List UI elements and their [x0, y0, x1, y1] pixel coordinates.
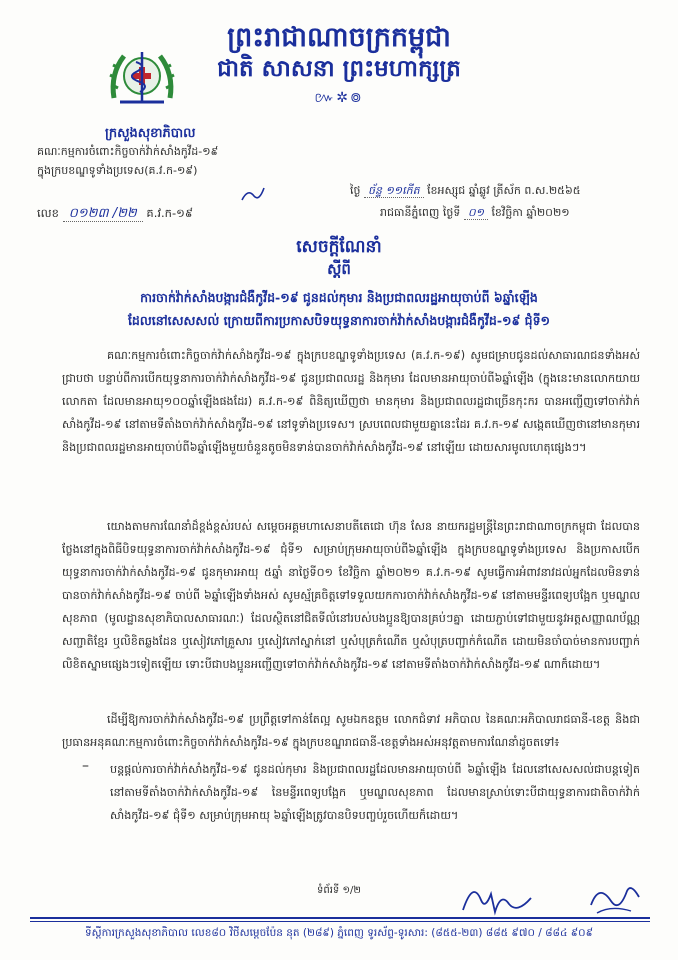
solar-date-prefix: រាជធានីភ្នំពេញ ថ្ងៃទី	[380, 206, 461, 219]
footer-divider-thin	[30, 921, 650, 922]
document-title: សេចក្តីណែនាំ	[296, 237, 382, 257]
lunar-date-rest: ខែអស្សុជ ឆ្នាំឆ្លូវ ត្រីស័ក ព.ស.២៥៦៥	[427, 184, 581, 197]
lunar-date	[350, 184, 581, 200]
ornament-divider: ៚✲៙	[314, 90, 364, 106]
paragraph-1: គណៈកម្មការចំពោះកិច្ចចាក់វ៉ាក់សាំងកូវីដ-១៩ ក្នុងក្របខណ្ឌទូទាំងប្រទេស (គ.វ.ក-១៩) សូមជម្រាបជូនដល់សាធារណជនទាំងអស់ជ្រាបថា បន្ទាប់ពីការបើកយុទ្ធនាការចាក់វ៉ាក់សាំងកូវីដ-១៩ ជូនប្រជាពលរដ្ឋ និងកុមារ ដែលមានអាយុចាប់ពី៦ឆ្នាំឡើង (ក្នុងនេះមានលោកយាយ លោកតា ដែលមានអាយុ១០០ឆ្នាំឡើងផងដែរ) គ.វ.ក-១៩ ពិនិត្យឃើញថា មានកុមារ និងប្រជាពលរដ្ឋជាច្រើនកុះករ បានអញ្ជើញទៅចាក់វ៉ាក់សាំងកូវីដ-១៩ នៅតាមទីតាំងចាក់វ៉ាក់សាំងកូវីដ-១៩ នៅទូទាំងប្រទេស។ ស្របពេលជាមួយគ្នានេះដែរ គ.វ.ក-១៩ សង្កេតឃើញថានៅមានកុមារ និងប្រជាពលរដ្ឋមានអាយុចាប់ពី៦ឆ្នាំឡើងមួយចំនួនតូចមិនទាន់បានចាក់វ៉ាក់សាំងកូវីដ-១៩ នៅឡើយ ដោយសារមូលហេតុផ្សេងៗ។	[62, 349, 640, 454]
ministry-name: ក្រសួងសុខាភិបាល	[105, 126, 196, 141]
bullet-dash-icon: –	[82, 758, 89, 774]
solar-date-rest: ខែវិច្ឆិកា ឆ្នាំ២០២១	[491, 206, 570, 219]
reference-number	[37, 205, 193, 224]
initials-signature-icon	[585, 875, 645, 923]
footer-address: ទីស្តីការក្រសួងសុខាភិបាល លេខ៨០ វិថីសម្តេចប៉ែន នុត (២៨៩) ភ្នំពេញ ទូរស័ព្ទ-ទូរសារ: (៨៥៥-២៣) ៨៨៥ ៩៧០ / ៨៨៤ ៩០៩	[84, 927, 594, 939]
document-subtitle: ស្តីពី	[327, 260, 351, 278]
paragraph-2: យោងតាមការណែនាំដ៏ខ្ពង់ខ្ពស់របស់ សម្តេចអគ្គមហាសេនាបតីតេជោ ហ៊ុន សែន នាយករដ្ឋមន្ត្រីនៃព្រះរាជាណាចក្រកម្ពុជា ដែលបានថ្លែងនៅក្នុងពិធីបិទយុទ្ធនាការចាក់វ៉ាក់សាំងកូវីដ-១៩ ជុំទី១ សម្រាប់ក្រុមអាយុចាប់ពី៦ឆ្នាំឡើង ក្នុងក្របខណ្ឌទូទាំងប្រទេស និងប្រកាសបើកយុទ្ធនាការចាក់វ៉ាក់សាំងកូវីដ-១៩ ជូនកុមារអាយុ ៥ឆ្នាំ នាថ្ងៃទី០១ ខែវិច្ឆិកា ឆ្នាំ២០២១ គ.វ.ក-១៩ សូមធ្វើការអំពាវនាវដល់អ្នកដែលមិនទាន់បានចាក់វ៉ាក់សាំងកូវីដ-១៩ ចាប់ពី ៦ឆ្នាំឡើងទាំងអស់ សូមស្ម័គ្រចិត្តទៅទទួលយកការចាក់វ៉ាក់សាំងកូវីដ-១៩ នៅតាមមន្ទីរពេទ្យបង្អែក ឬមណ្ឌលសុខភាព (មូលដ្ឋានសុខាភិបាលសាធារណៈ) ដែលស្ថិតនៅជិតទីលំនៅរបស់បងប្អូនឱ្យបានគ្រប់ៗគ្នា ដោយភ្ជាប់ទៅជាមួយនូវអត្តសញ្ញាណប័ណ្ណសញ្ជាតិខ្មែរ ឬលិខិតឆ្លងដែន ឬសៀវភៅគ្រួសារ ឬសៀវភៅស្នាក់នៅ ឬសំបុត្រកំណើត ឬសំបុត្របញ្ជាក់កំណើត ដោយមិនចាំបាច់មានការបញ្ជាក់លិខិតស្នាមផ្សេងៗទៀតឡើយ ទោះបីជាបងប្អូនអញ្ជើញទៅចាក់វ៉ាក់សាំងកូវីដ-១៩ នៅតាមទីតាំងចាក់វ៉ាក់សាំងកូវីដ-១៩ ណាក៏ដោយ។	[62, 520, 640, 671]
page-number: ទំព័រទី ១/២	[317, 885, 361, 896]
bullet-item-1: បន្តផ្តល់ការចាក់វ៉ាក់សាំងកូវីដ-១៩ ជូនដល់កុមារ និងប្រជាពលរដ្ឋដែលមានអាយុចាប់ពី ៦ឆ្នាំឡើង ដែលនៅសេសសល់ជាបន្តទៀត នៅតាមទីតាំងចាក់វ៉ាក់សាំងកូវីដ-១៩ នៃមន្ទីរពេទ្យបង្អែក ឬមណ្ឌលសុខភាព ដែលមានស្រាប់ទោះបីជាយុទ្ធនាការជាតិចាក់វ៉ាក់សាំងកូវីដ-១៩ ជុំទី១ សម្រាប់ក្រុមអាយុ ៦ឆ្នាំឡើងត្រូវបានបិទបញ្ចប់រួចហើយក៏ដោយ។	[110, 763, 640, 822]
committee-scope: ក្នុងក្របខណ្ឌទូទាំងប្រទេស(គ.វ.ក-១៩)	[37, 164, 198, 177]
signature-icon	[455, 870, 545, 920]
ministry-logo-icon	[106, 44, 178, 110]
paragraph-3: ដើម្បីឱ្យការចាក់វ៉ាក់សាំងកូវីដ-១៩ ប្រព្រឹត្តទៅកាន់តែល្អ សូមឯកឧត្តម លោកជំទាវ អភិបាល នៃគណៈអភិបាលរាជធានី-ខេត្ត និងជាប្រធានអនុគណៈកម្មការចំពោះកិច្ចចាក់វ៉ាក់សាំងកូវីដ-១៩ ក្នុងក្របខណ្ឌរាជធានី-ខេត្តទាំងអស់អនុវត្តតាមការណែនាំដូចតទៅ៖	[62, 713, 640, 749]
reference-value: ០១២៣ /២២	[63, 206, 143, 222]
handwritten-mark-icon	[240, 186, 266, 204]
subject-line-2: ដែលនៅសេសសល់ ក្រោយពីការប្រកាសបិទយុទ្ធនាការចាក់វ៉ាក់សាំងបង្ការជំងឺកូវីដ-១៩ ជុំទី១	[127, 313, 551, 328]
reference-label: លេខ	[37, 206, 59, 220]
reference-suffix: គ.វ.ក-១៩	[146, 206, 193, 220]
solar-date-day: ០១	[464, 206, 488, 220]
lunar-date-prefix: ថ្ងៃ	[350, 184, 361, 197]
kingdom-heading: ព្រះរាជាណាចក្រកម្ពុជា	[227, 22, 451, 53]
subject-line-1: ការចាក់វ៉ាក់សាំងបង្ការជំងឺកូវីដ-១៩ ជូនដល់កុមារ និងប្រជាពលរដ្ឋអាយុចាប់ពី ៦ឆ្នាំឡើង	[140, 290, 538, 305]
lunar-date-day: ច័ន្ទ ១១កើត	[364, 184, 424, 198]
solar-date	[380, 206, 570, 222]
national-motto: ជាតិ សាសនា ព្រះមហាក្សត្រ	[217, 56, 461, 82]
committee-name: គណៈកម្មការចំពោះកិច្ចចាក់វ៉ាក់សាំងកូវីដ-១៩	[37, 145, 219, 158]
footer-divider	[30, 917, 650, 919]
